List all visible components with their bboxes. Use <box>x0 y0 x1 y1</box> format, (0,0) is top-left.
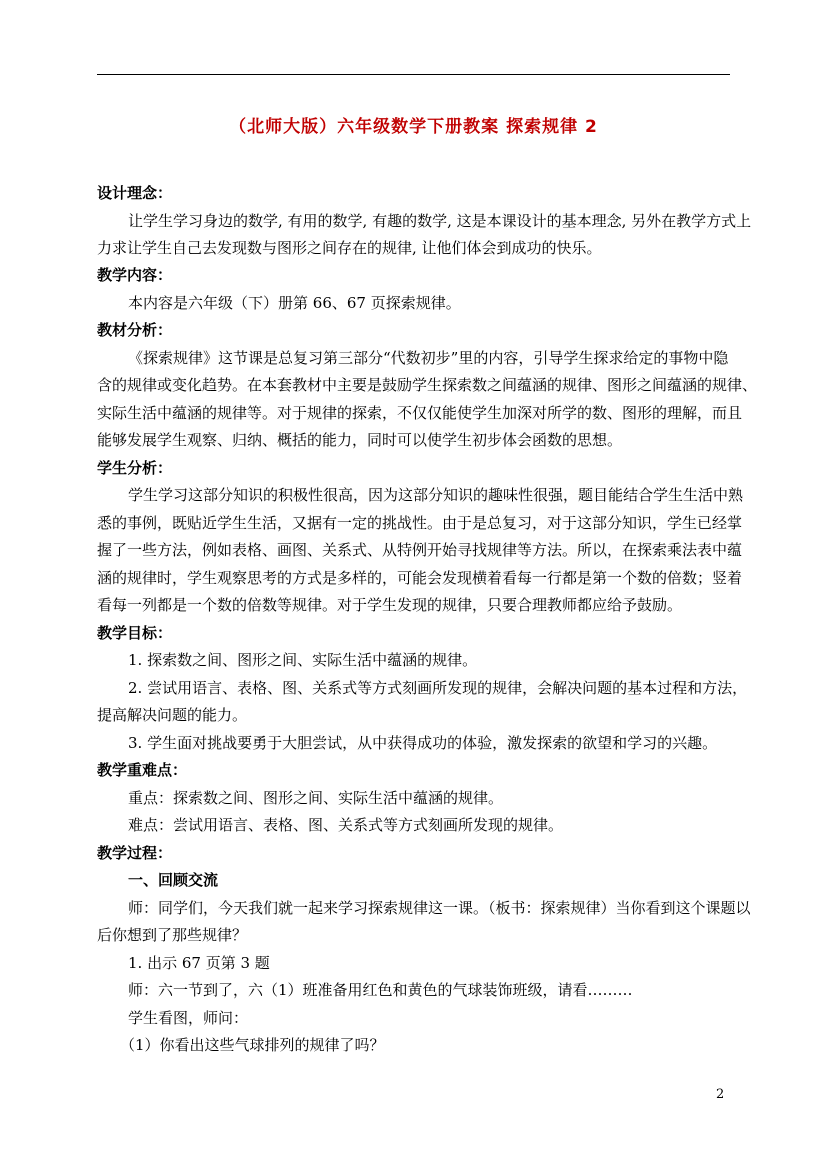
paragraph-line: 看每一列都是一个数的倍数等规律。对于学生发现的规律，只要合理教师都应给予鼓励。 <box>97 596 683 614</box>
paragraph-line: 学生看图，师问： <box>128 1009 249 1027</box>
paragraph-line: 能够发展学生观察、归纳、概括的能力，同时可以使学生初步体会函数的思想。 <box>97 431 623 449</box>
paragraph-line: 《探索规律》这节课是总复习第三部分“代数初步”里的内容，引导学生探求给定的事物中隐 <box>128 349 729 367</box>
paragraph-line: 实际生活中蕴涵的规律等。对于规律的探索，不仅仅能使学生加深对所学的数、图形的理解，而且 <box>97 404 743 422</box>
paragraph-line: 让学生学习身边的数学, 有用的数学, 有趣的数学, 这是本课设计的基本理念, 另外在教学方式上 <box>128 212 752 230</box>
heading-student-analysis: 学生分析： <box>97 459 173 477</box>
paragraph-line: 悉的事例，既贴近学生生活，又据有一定的挑战性。由于是总复习，对于这部分知识，学生已经掌 <box>97 514 743 532</box>
section-heading: 一、回顾交流 <box>128 871 219 889</box>
paragraph-line: 难点：尝试用语言、表格、图、关系式等方式刻画所发现的规律。 <box>128 816 564 834</box>
paragraph-line: 师：同学们，今天我们就一起来学习探索规律这一课。（板书：探索规律）当你看到这个课题以 <box>128 899 751 917</box>
paragraph-line: 学生学习这部分知识的积极性很高，因为这部分知识的趣味性很强，题目能结合学生生活中熟 <box>128 486 744 504</box>
paragraph-line: 含的规律或变化趋势。在本套教材中主要是鼓励学生探索数之间蕴涵的规律、图形之间蕴涵的规律、 <box>97 376 758 394</box>
paragraph-line: 后你想到了那些规律？ <box>97 926 248 944</box>
heading-material-analysis: 教材分析： <box>97 321 173 339</box>
list-item: 1. 出示 67 页第 3 题 <box>128 954 270 972</box>
heading-teaching-goals: 教学目标： <box>97 624 173 642</box>
paragraph-line: 提高解决问题的能力。 <box>97 706 248 724</box>
paragraph-line: 握了一些方法，例如表格、画图、关系式、从特例开始寻找规律等方法。所以，在探索乘法表中蕴 <box>97 541 743 559</box>
page-number: 2 <box>716 1087 725 1102</box>
paragraph-line: （1）你看出这些气球排列的规律了吗？ <box>120 1036 385 1054</box>
paragraph-line: 涵的规律时，学生观察思考的方式是多样的，可能会发现横着看每一行都是第一个数的倍数；竖着 <box>97 569 743 587</box>
list-item: 3. 学生面对挑战要勇于大胆尝试，从中获得成功的体验，激发探索的欲望和学习的兴趣。 <box>128 734 718 752</box>
heading-design-concept: 设计理念： <box>97 184 173 202</box>
paragraph-line: 师：六一节到了，六（1）班准备用红色和黄色的气球装饰班级，请看……… <box>128 981 633 999</box>
list-item: 2. 尝试用语言、表格、图、关系式等方式刻画所发现的规律，会解决问题的基本过程和方法， <box>128 679 748 697</box>
heading-teaching-process: 教学过程： <box>97 844 173 862</box>
paragraph-line: 本内容是六年级（下）册第 66、67 页探索规律。 <box>128 294 461 312</box>
heading-key-points: 教学重难点： <box>97 761 188 779</box>
document-title: （北师大版）六年级数学下册教案 探索规律 2 <box>229 117 598 137</box>
paragraph-line: 重点：探索数之间、图形之间、实际生活中蕴涵的规律。 <box>128 789 504 807</box>
paragraph-line: 力求让学生自己去发现数与图形之间存在的规律, 让他们体会到成功的快乐。 <box>97 239 602 257</box>
header-rule <box>97 74 730 75</box>
heading-teaching-content: 教学内容： <box>97 266 173 284</box>
list-item: 1. 探索数之间、图形之间、实际生活中蕴涵的规律。 <box>128 651 478 669</box>
